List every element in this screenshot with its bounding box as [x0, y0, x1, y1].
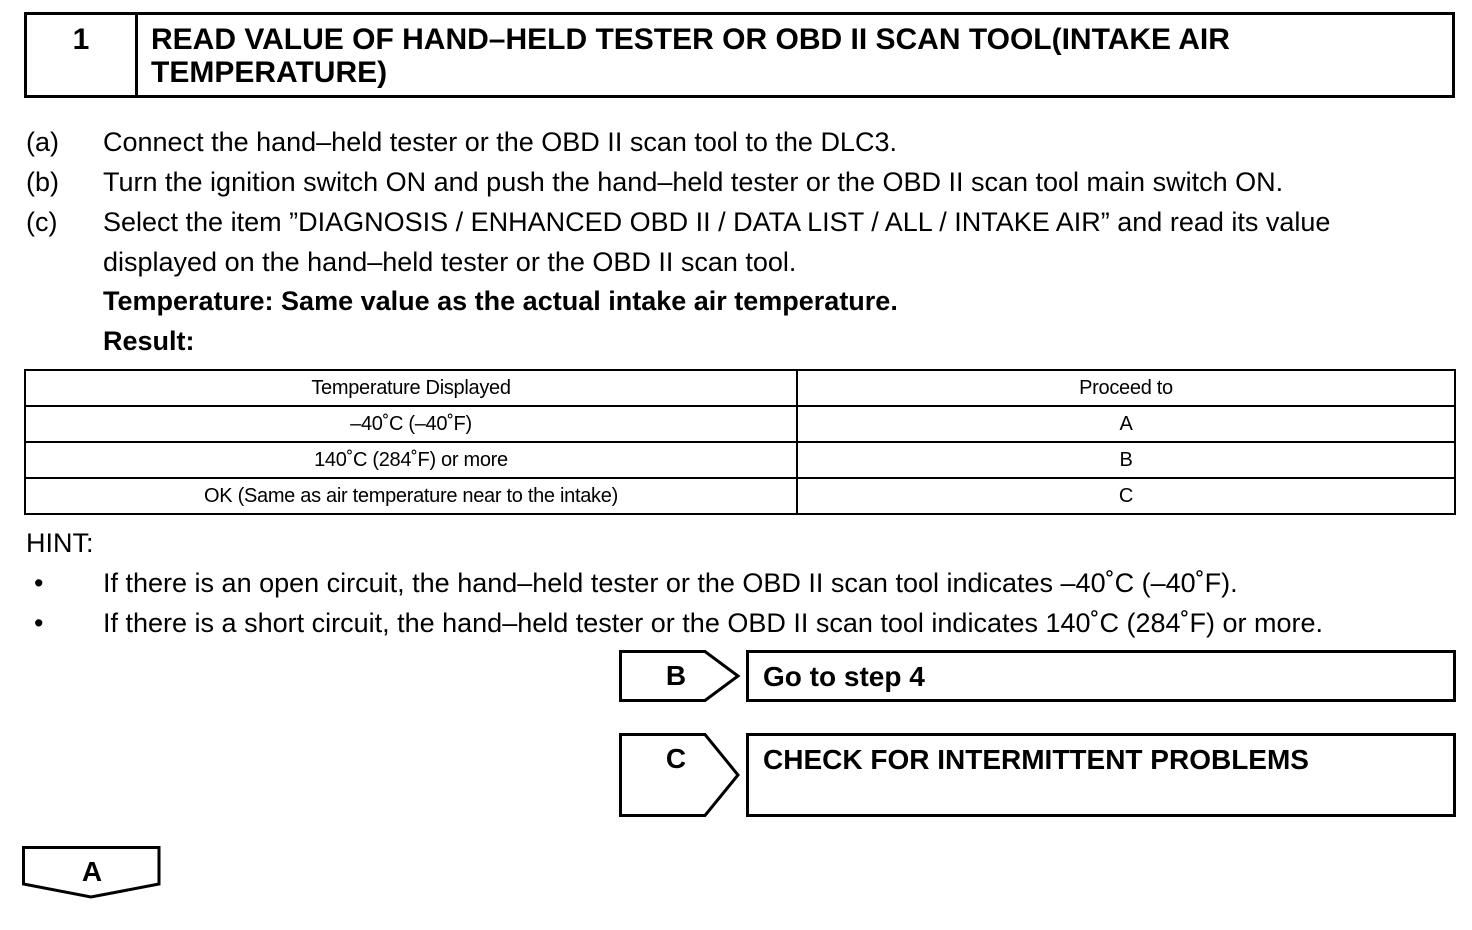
table-cell: B — [797, 442, 1455, 478]
result-table — [24, 369, 1456, 515]
branch-b-action: Go to step 4 — [763, 661, 925, 692]
bullet-icon: • — [34, 608, 44, 638]
table-cell: A — [797, 406, 1455, 442]
instruction-b-marker: (b) — [26, 167, 59, 197]
table-cell: OK (Same as air temperature near to the intake) — [25, 478, 797, 514]
instruction-a-marker: (a) — [26, 127, 59, 157]
step-number: 1 — [27, 15, 138, 95]
step-title — [151, 23, 1444, 89]
hint-item: If there is a short circuit, the hand–held tester or the OBD II scan tool indicates 140˚C (284˚F) or more. — [103, 608, 1324, 638]
instruction-c-text-cont: displayed on the hand–held tester or the OBD II scan tool. — [103, 247, 797, 277]
branch-b-action-box — [746, 650, 1456, 702]
step-header — [24, 12, 1455, 98]
table-row — [25, 478, 1455, 514]
step-title-line2: TEMPERATURE) — [151, 56, 388, 89]
instruction-c-marker: (c) — [26, 207, 58, 237]
instruction-b-text: Turn the ignition switch ON and push the hand–held tester or the OBD II scan tool main switch ON. — [103, 167, 1284, 197]
table-cell: C — [797, 478, 1455, 514]
table-cell: 140˚C (284˚F) or more — [25, 442, 797, 478]
result-label: Result: — [103, 326, 195, 356]
step-title-line1: READ VALUE OF HAND–HELD TESTER OR OBD II SCAN TOOL(INTAKE AIR — [151, 23, 1230, 56]
table-row — [25, 406, 1455, 442]
spec-text: Temperature: Same value as the actual intake air temperature. — [103, 286, 898, 316]
instruction-a-text: Connect the hand–held tester or the OBD II scan tool to the DLC3. — [103, 127, 897, 157]
table-header: Temperature Displayed — [25, 370, 797, 406]
next-a-letter: A — [81, 856, 103, 887]
branch-b-letter: B — [665, 660, 687, 691]
table-cell: –40˚C (–40˚F) — [25, 406, 797, 442]
instruction-c-text: Select the item ”DIAGNOSIS / ENHANCED OBD II / DATA LIST / ALL / INTAKE AIR” and read its value — [103, 207, 1331, 237]
branch-c-action: CHECK FOR INTERMITTENT PROBLEMS — [763, 744, 1309, 775]
table-row — [25, 442, 1455, 478]
branch-c-action-box — [746, 733, 1456, 817]
branch-c-letter: C — [665, 743, 687, 774]
hint-item: If there is an open circuit, the hand–held tester or the OBD II scan tool indicates –40˚C (–40˚F). — [103, 568, 1238, 598]
table-header: Proceed to — [797, 370, 1455, 406]
table-header-row — [25, 370, 1455, 406]
bullet-icon: • — [34, 568, 44, 598]
hint-label: HINT: — [26, 528, 94, 558]
